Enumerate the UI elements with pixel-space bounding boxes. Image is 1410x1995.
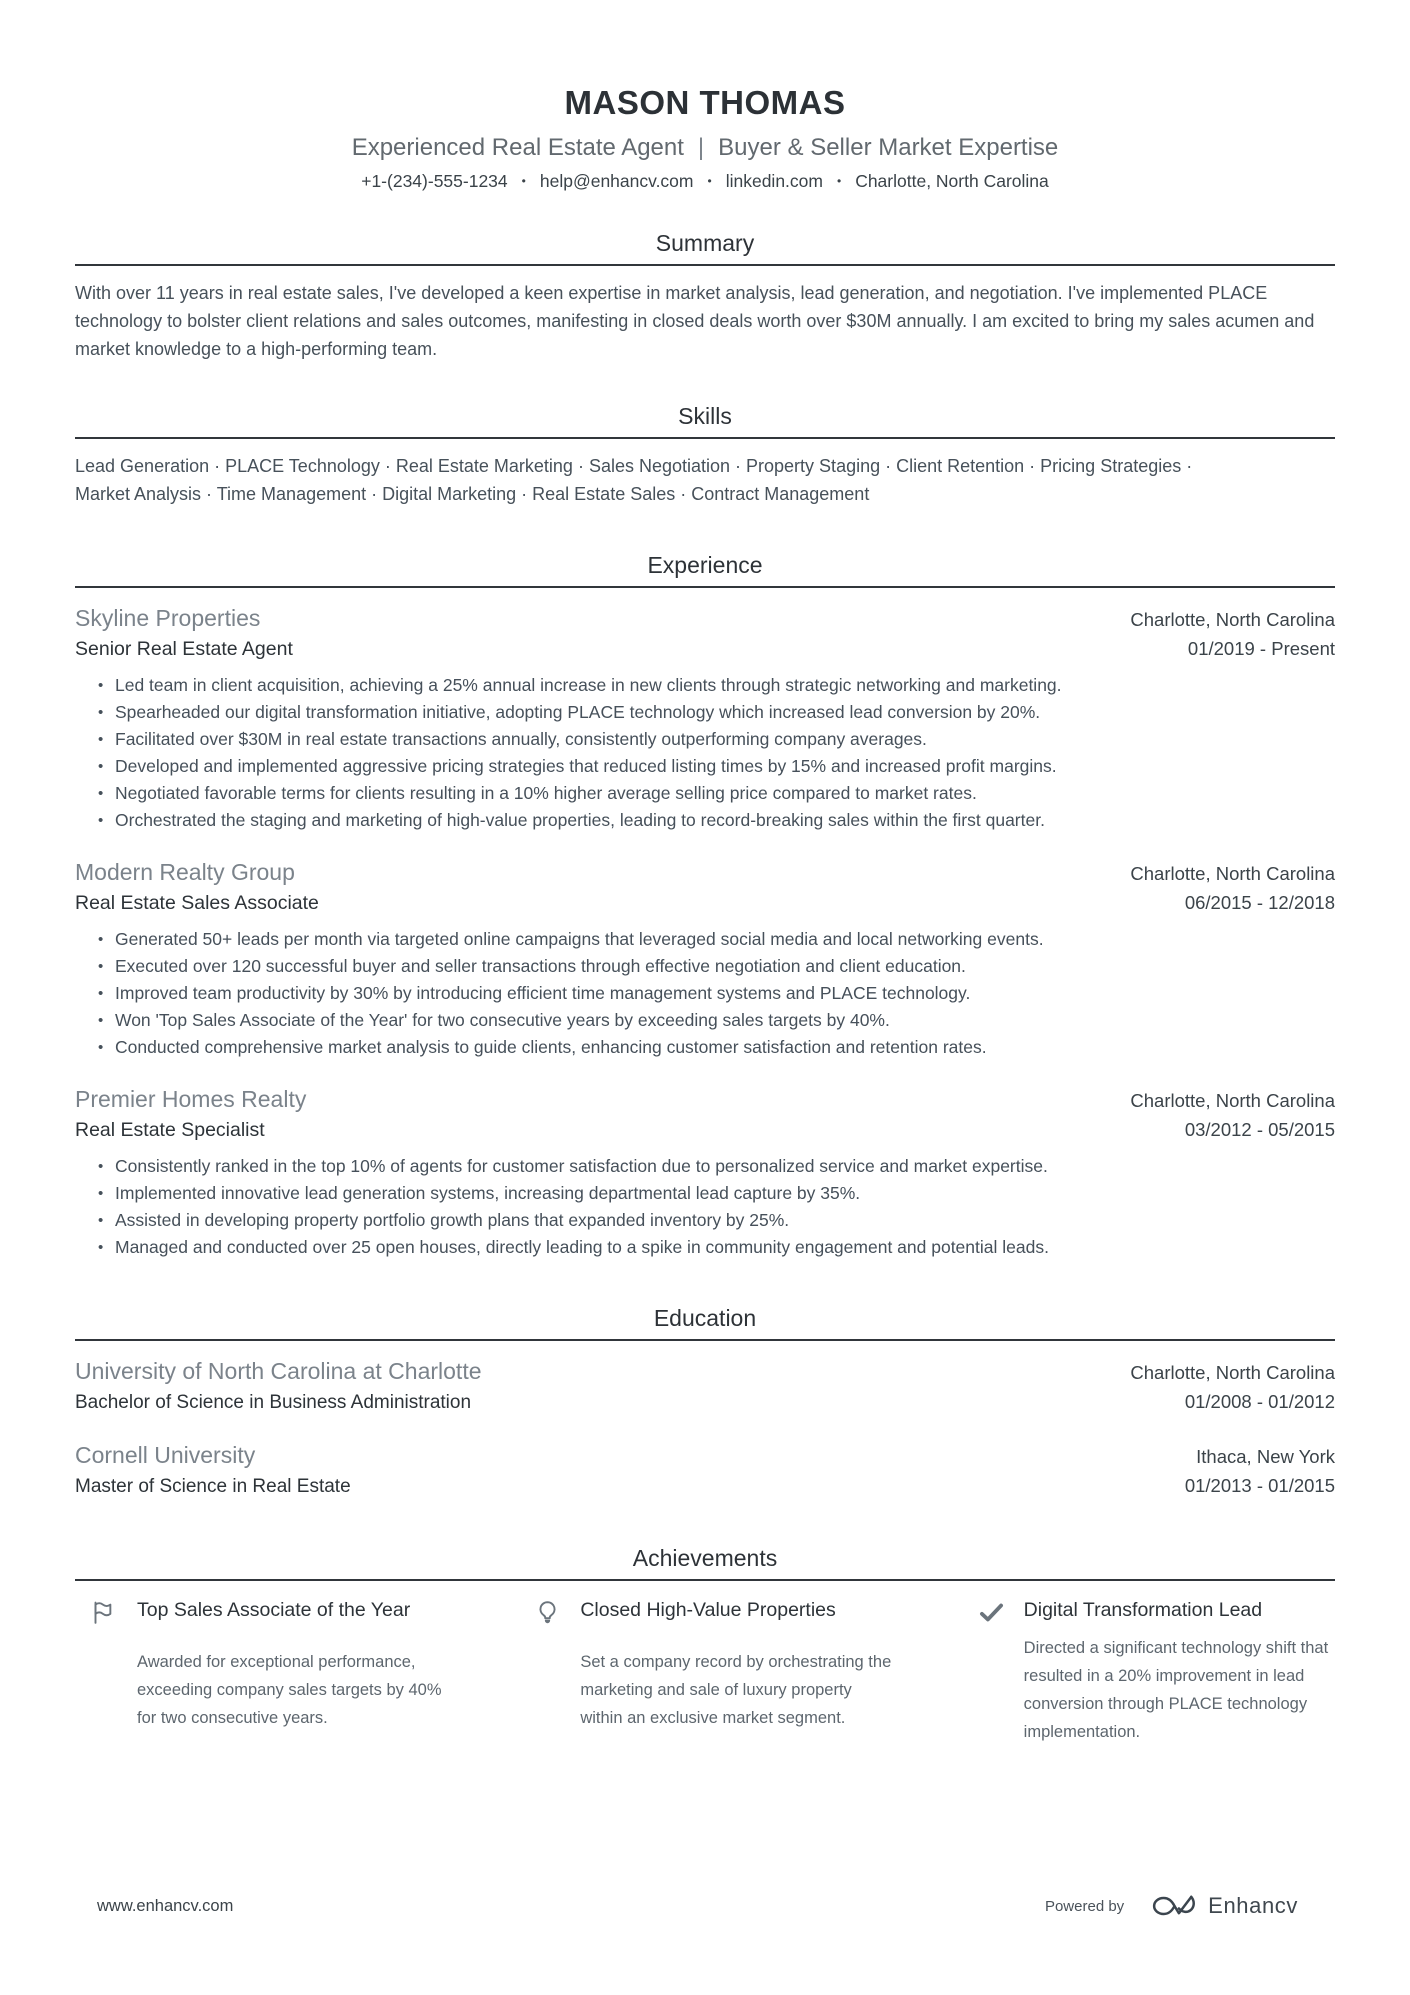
achievement-title: Top Sales Associate of the Year	[137, 1599, 411, 1621]
headline-right: Buyer & Seller Market Expertise	[718, 134, 1059, 161]
job-bullet: • Facilitated over $30M in real estate transactions annually, consistently outperforming company averages.	[75, 726, 1335, 753]
education-entry	[75, 1441, 1335, 1499]
job-bullet: • Assisted in developing property portfolio growth plans that expanded inventory by 25%.	[75, 1207, 1335, 1234]
job-bullet: • Improved team productivity by 30% by introducing efficient time management systems and PLACE technology.	[75, 980, 1335, 1007]
contact-separator: •	[836, 174, 842, 188]
powered-by[interactable]	[1045, 1891, 1298, 1921]
job-dates: 03/2012 - 05/2015	[1184, 1119, 1335, 1140]
check-icon	[978, 1599, 1005, 1626]
job-bullet: • Implemented innovative lead generation systems, increasing departmental lead capture by 35%.	[75, 1180, 1335, 1207]
job-bullet: • Executed over 120 successful buyer and seller transactions through effective negotiation and client education.	[75, 953, 1335, 980]
skills-text: Lead Generation · PLACE Technology · Real Estate Marketing · Sales Negotiation · Property Staging · Client Retention · Pricing Strategies · Market Analysis · Time Management · Digital Marketing · Real Estate Sales · Contract Management	[75, 456, 1193, 504]
location-text: Charlotte, North Carolina	[855, 171, 1049, 191]
company-name: Skyline Properties	[75, 605, 261, 631]
job-title: Senior Real Estate Agent	[75, 638, 293, 660]
education-entry	[75, 1357, 1335, 1415]
job-bullet: • Generated 50+ leads per month via targeted online campaigns that leveraged social media and local networking events.	[75, 926, 1335, 953]
achievement-description: Directed a significant technology shift that resulted in a 20% improvement in lead conversion through PLACE technology implementation.	[1023, 1639, 1329, 1741]
job-bullet: • Consistently ranked in the top 10% of agents for customer satisfaction due to personalized service and market expertise.	[75, 1153, 1335, 1180]
job-location: Charlotte, North Carolina	[1130, 1090, 1335, 1111]
experience-entry	[75, 858, 1335, 1061]
job-location: Charlotte, North Carolina	[1130, 863, 1335, 884]
enhancv-brand-name: Enhancv	[1208, 1893, 1298, 1918]
school-location: Ithaca, New York	[1196, 1446, 1335, 1467]
school-name: Cornell University	[75, 1442, 256, 1468]
section-title-experience: Experience	[75, 552, 1335, 588]
headline	[0, 134, 1410, 162]
resume-header	[0, 0, 1410, 192]
job-bullet: • Developed and implemented aggressive pricing strategies that reduced listing times by 15% and increased profit margins.	[75, 753, 1335, 780]
job-bullet: • Led team in client acquisition, achieving a 25% annual increase in new clients through strategic networking and marketing.	[75, 672, 1335, 699]
website-link[interactable]: www.enhancv.com	[97, 1896, 234, 1915]
achievement-description: Set a company record by orchestrating the marketing and sale of luxury property within an exclusive market segment.	[580, 1653, 892, 1727]
school-dates: 01/2008 - 01/2012	[1184, 1391, 1335, 1412]
job-bullet: • Orchestrated the staging and marketing of high-value properties, leading to record-breaking sales within the first quarter.	[75, 807, 1335, 834]
contact-separator: •	[521, 174, 526, 188]
section-title-achievements: Achievements	[75, 1545, 1335, 1581]
school-location: Charlotte, North Carolina	[1130, 1362, 1335, 1383]
powered-by-label: Powered by	[1044, 1897, 1125, 1915]
headline-left: Experienced Real Estate Agent	[351, 134, 684, 161]
candidate-name: MASON THOMAS	[564, 84, 846, 121]
experience-entry	[75, 604, 1335, 834]
job-bullet: • Won 'Top Sales Associate of the Year' for two consecutive years by exceeding sales targets by 40%.	[75, 1007, 1335, 1034]
headline-separator: |	[697, 134, 705, 161]
job-location: Charlotte, North Carolina	[1130, 609, 1335, 630]
job-bullet-list	[75, 926, 1335, 1061]
school-name: University of North Carolina at Charlotte	[75, 1358, 482, 1384]
job-bullet-list	[75, 1153, 1335, 1261]
job-bullet: • Negotiated favorable terms for clients resulting in a 10% higher average selling price compared to market rates.	[75, 780, 1335, 807]
page-footer	[97, 1891, 1298, 1921]
achievement-title: Digital Transformation Lead	[1023, 1599, 1263, 1621]
linkedin-link[interactable]: linkedin.com	[725, 171, 823, 191]
job-bullet: • Managed and conducted over 25 open houses, directly leading to a spike in community engagement and potential leads.	[75, 1234, 1335, 1261]
achievement-description: Awarded for exceptional performance, exceeding company sales targets by 40% for two consecutive years.	[137, 1653, 442, 1727]
job-bullet-list	[75, 672, 1335, 834]
phone-number: +1-(234)-555-1234	[361, 171, 508, 191]
email-link[interactable]: help@enhancv.com	[539, 171, 694, 191]
resume-body	[0, 230, 1410, 1746]
enhancv-logo-icon	[1150, 1891, 1198, 1921]
achievements-grid	[75, 1597, 1335, 1746]
job-dates: 01/2019 - Present	[1187, 638, 1335, 659]
company-name: Modern Realty Group	[75, 859, 295, 885]
job-title: Real Estate Specialist	[75, 1119, 265, 1141]
degree-name: Master of Science in Real Estate	[75, 1476, 351, 1497]
job-title: Real Estate Sales Associate	[75, 892, 319, 914]
school-dates: 01/2013 - 01/2015	[1184, 1475, 1335, 1496]
achievement-item	[518, 1597, 891, 1746]
flag-icon	[91, 1599, 118, 1626]
achievement-item	[962, 1597, 1335, 1746]
section-title-summary: Summary	[75, 230, 1335, 266]
achievement-title: Closed High-Value Properties	[580, 1599, 836, 1621]
summary-text: With over 11 years in real estate sales, I've developed a keen expertise in market analysis, lead generation, and negotiation. I've implemented PLACE technology to bolster client relations and sales outcomes, manifesting in closed deals worth over $30M annually. I am excited to bring my sales acumen and market knowledge to a high-performing team.	[75, 283, 1315, 359]
job-dates: 06/2015 - 12/2018	[1184, 892, 1335, 913]
contact-line	[0, 171, 1410, 192]
job-bullet: • Spearheaded our digital transformation initiative, adopting PLACE technology which increased lead conversion by 20%.	[75, 699, 1335, 726]
job-bullet: • Conducted comprehensive market analysis to guide clients, enhancing customer satisfaction and retention rates.	[75, 1034, 1335, 1061]
experience-entry	[75, 1085, 1335, 1261]
degree-name: Bachelor of Science in Business Administration	[75, 1392, 472, 1413]
company-name: Premier Homes Realty	[75, 1086, 307, 1112]
contact-separator: •	[707, 174, 712, 188]
section-title-skills: Skills	[75, 403, 1335, 439]
lightbulb-icon	[534, 1599, 561, 1626]
achievement-item	[75, 1597, 448, 1746]
section-title-education: Education	[75, 1305, 1335, 1341]
